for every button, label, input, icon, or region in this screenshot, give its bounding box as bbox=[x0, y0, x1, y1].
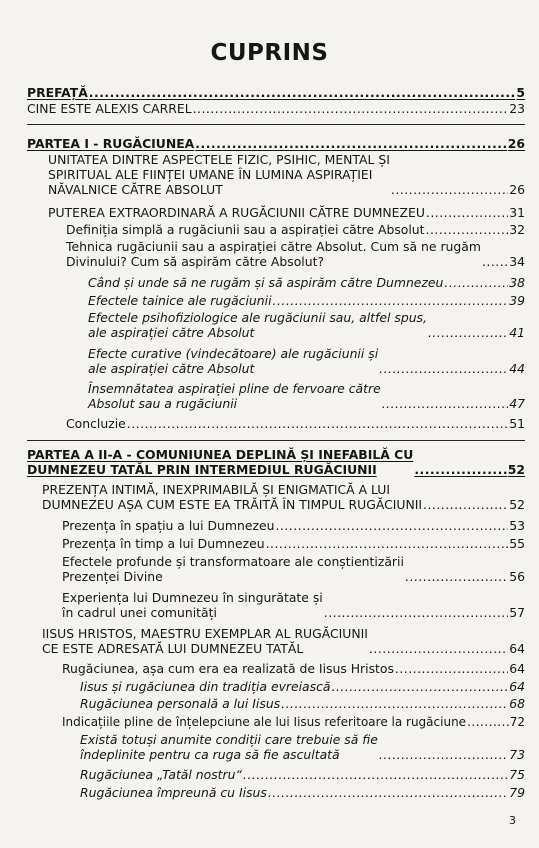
toc-entry-page: 44 bbox=[509, 360, 525, 376]
toc-entry bbox=[62, 662, 525, 677]
toc-entry-page: 32 bbox=[509, 222, 525, 237]
toc-entry-page: 53 bbox=[509, 518, 525, 533]
toc-entry-page: 26 bbox=[509, 181, 525, 197]
toc-entry bbox=[48, 153, 525, 197]
toc-entry-page: 38 bbox=[509, 275, 525, 290]
page-title: CUPRINS bbox=[210, 40, 329, 66]
toc-entry bbox=[80, 697, 525, 712]
toc-entry-page: 64 bbox=[509, 640, 525, 656]
toc-entry-title: PREZENȚA INTIMĂ, INEXPRIMABILĂ ȘI ENIGMATICĂ A LUI DUMNEZEU AȘA CUM ESTE EA TRĂITĂ ÎN TIMPUL RUGĂCIUNII bbox=[42, 482, 423, 512]
toc-entry bbox=[62, 519, 525, 534]
toc-entry-title: IISUS HRISTOS, MAESTRU EXEMPLAR AL RUGĂCIUNII CE ESTE ADRESATĂ LUI DUMNEZEU TATĂL bbox=[42, 626, 368, 656]
section-divider bbox=[27, 124, 525, 125]
toc-entry bbox=[88, 311, 525, 341]
toc-entry bbox=[88, 276, 525, 291]
toc-entry-title: Prezența în spațiu a lui Dumnezeu bbox=[62, 518, 275, 533]
toc-entry bbox=[88, 382, 525, 412]
toc-entry bbox=[27, 448, 525, 478]
toc-entry bbox=[80, 733, 525, 763]
toc-entry-title: PUTEREA EXTRAORDINARĂ A RUGĂCIUNII CĂTRE DUMNEZEU bbox=[48, 205, 425, 220]
toc-entry-title: PARTEA I - RUGĂCIUNEA bbox=[27, 136, 195, 151]
toc-entry bbox=[62, 591, 525, 621]
toc-entry-title: Indicațiile pline de înțelepciune ale lui Iisus referitoare la rugăciune bbox=[62, 715, 467, 729]
toc-entry bbox=[27, 137, 525, 152]
toc-entry-page: 39 bbox=[509, 293, 525, 308]
toc-entry bbox=[27, 86, 525, 101]
toc-entry bbox=[80, 786, 525, 801]
toc-entry-page: 55 bbox=[509, 536, 525, 551]
toc-entry-title: Efectele profunde și transformatoare ale conștientizării Prezenței Divine bbox=[62, 554, 404, 584]
toc-entry bbox=[62, 555, 525, 585]
toc-entry-page: 51 bbox=[509, 416, 525, 431]
toc-entry bbox=[27, 102, 525, 117]
toc-entry-page: 52 bbox=[509, 496, 525, 512]
toc-entry bbox=[88, 294, 525, 309]
toc-entry-page: 41 bbox=[509, 324, 525, 340]
toc-entry-title: Când și unde să ne rugăm și să aspirăm către Dumnezeu bbox=[88, 275, 444, 290]
toc-entry-title: Există totuși anumite condiții care trebuie să fie îndeplinite pentru ca ruga să fie ascultată bbox=[80, 732, 378, 762]
toc-entry bbox=[80, 680, 525, 695]
toc-entry-title: Rugăciunea, așa cum era ea realizată de Iisus Hristos bbox=[62, 661, 394, 676]
toc-entry-page: 64 bbox=[509, 679, 525, 694]
toc-entry-title: Efectele tainice ale rugăciunii bbox=[88, 293, 272, 308]
section-divider bbox=[27, 440, 525, 441]
toc-entry bbox=[62, 537, 525, 552]
toc-entry-title: Efectele psihofiziologice ale rugăciunii sau, altfel spus, ale aspirației către Absolut bbox=[88, 310, 427, 340]
toc-entry-title: Rugăciunea împreună cu Iisus bbox=[80, 785, 267, 800]
toc-entry-page: 56 bbox=[509, 568, 525, 584]
toc-entry-title: Iisus și rugăciunea din tradiția evreiască bbox=[80, 679, 331, 694]
toc-entry-title: Prezența în timp a lui Dumnezeu bbox=[62, 536, 265, 551]
page-number: 3 bbox=[509, 814, 516, 827]
toc-entry-title: Rugăciunea „Tatăl nostru“ bbox=[80, 767, 242, 782]
toc-entry-page: 31 bbox=[509, 205, 525, 220]
toc-entry bbox=[66, 223, 525, 238]
toc-entry-page: 79 bbox=[509, 785, 525, 800]
toc-entry-page: 57 bbox=[509, 604, 525, 620]
toc-entry bbox=[42, 483, 525, 513]
toc-entry-page: 75 bbox=[509, 767, 525, 782]
toc-entry-title: CINE ESTE ALEXIS CARREL bbox=[27, 101, 192, 116]
toc-entry-page: 52 bbox=[507, 461, 525, 477]
toc-entry bbox=[88, 347, 525, 377]
toc-entry-title: PREFAȚĂ bbox=[27, 85, 88, 100]
toc-entry-title: PARTEA A II-A - COMUNIUNEA DEPLINĂ ȘI INEFABILĂ CU DUMNEZEU TATĂL PRIN INTERMEDIUL RUGĂCIUNII bbox=[27, 447, 414, 477]
toc-entry-title: Efecte curative (vindecătoare) ale rugăciunii și ale aspirației către Absolut bbox=[88, 346, 379, 376]
toc-entry-title: Definiția simplă a rugăciunii sau a aspirației către Absolut bbox=[66, 222, 425, 237]
toc-entry-page: 47 bbox=[509, 395, 525, 411]
toc-entry-page: 34 bbox=[509, 253, 525, 269]
toc-entry-page: 72 bbox=[509, 715, 525, 729]
toc-entry-page: 73 bbox=[509, 746, 525, 762]
toc-entry-title: UNITATEA DINTRE ASPECTELE FIZIC, PSIHIC, MENTAL ȘI SPIRITUAL ALE FIINȚEI UMANE ÎN LUMINA ASPIRAȚIEI NĂVALNICE CĂTRE ABSOLUT bbox=[48, 152, 390, 197]
toc-entry-page: 64 bbox=[509, 661, 525, 676]
toc-entry-page: 23 bbox=[509, 101, 525, 116]
toc-entry-page: 26 bbox=[507, 136, 525, 151]
toc-entry bbox=[66, 240, 525, 270]
toc-entry bbox=[48, 206, 525, 221]
toc-entry bbox=[80, 768, 525, 783]
toc-entry-title: Rugăciunea personală a lui Iisus bbox=[80, 696, 281, 711]
toc-entry-page: 68 bbox=[509, 696, 525, 711]
toc-entry bbox=[62, 715, 525, 730]
toc-entry-page: 5 bbox=[516, 85, 525, 100]
toc-entry-title: Concluzie bbox=[66, 416, 126, 431]
toc-entry-title: Experiența lui Dumnezeu în singurătate și în cadrul unei comunități bbox=[62, 590, 323, 620]
toc-entry bbox=[66, 417, 525, 432]
toc-entry-title: Tehnica rugăciunii sau a aspirației către Absolut. Cum să ne rugăm Divinului? Cum să aspirăm către Absolut? bbox=[66, 239, 481, 269]
toc-entry-title: Însemnătatea aspirației pline de fervoare către Absolut sau a rugăciunii bbox=[88, 381, 381, 411]
toc-entry bbox=[42, 627, 525, 657]
